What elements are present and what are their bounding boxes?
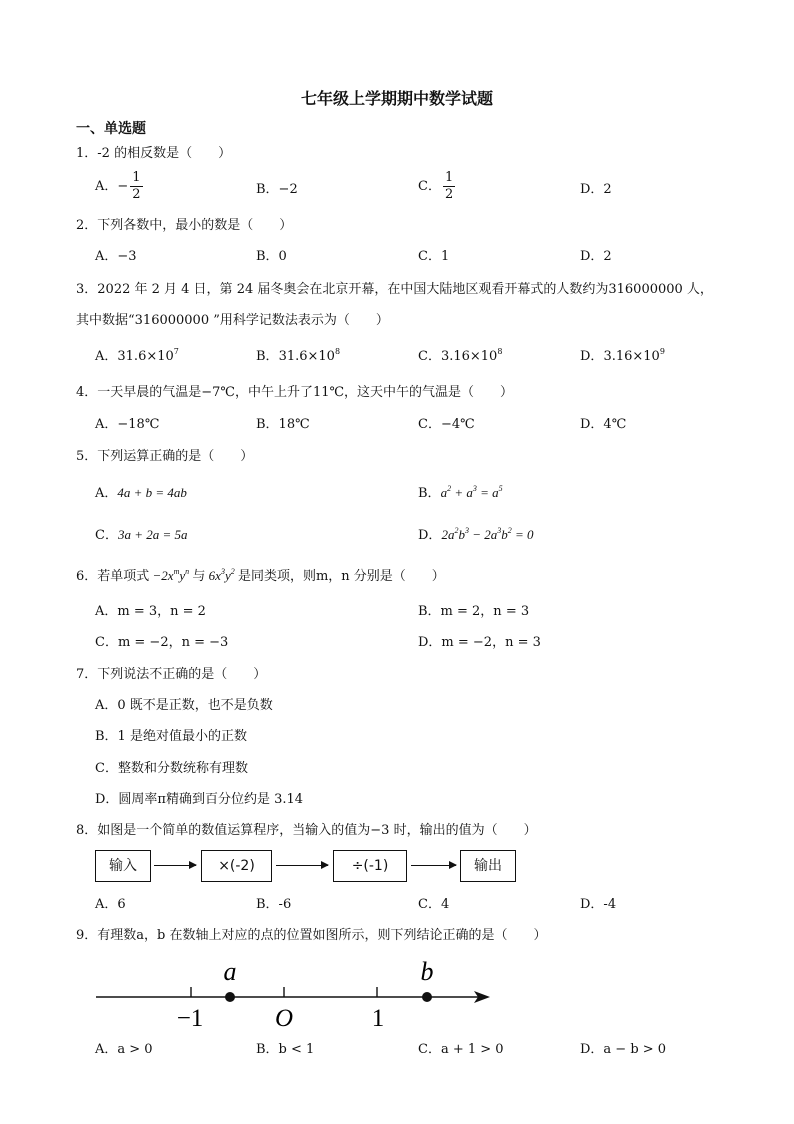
q6-option-b: B．m = 2，n = 3 (418, 604, 530, 619)
q3-option-b: B．$31.6\times 10^8$ (256, 347, 341, 364)
q2-option-a: A．−3 (95, 249, 137, 264)
q6-option-a: A．m = 3，n = 2 (95, 604, 206, 619)
question-3-stem-line2: 其中数据“316000000 ”用科学记数法表示为（ ） (76, 313, 389, 328)
q1-option-a: A．− $\frac{1}{2}$ (95, 170, 141, 202)
question-6-stem: 6．若单项式 $-2x^my^n$ 与 $6x^3y^2$ 是同类项，则m，n 分别是（ ） (76, 567, 445, 584)
question-8-stem: 8．如图是一个简单的数值运算程序，当输入的值为−3 时，输出的值为（ ） (76, 823, 537, 838)
q6-option-c: C．m = −2，n = −3 (95, 635, 229, 650)
number-line-figure (0, 950, 794, 1035)
fraction: $\frac{1}{2}$ (132, 170, 141, 202)
q2-option-d: D．2 (580, 249, 612, 264)
q3-option-a: A．$31.6\times 10^7$ (95, 347, 179, 364)
question-5-stem: 5．下列运算正确的是（ ） (76, 449, 254, 464)
question-9-stem: 9．有理数a，b 在数轴上对应的点的位置如图所示，则下列结论正确的是（ ） (76, 928, 547, 943)
q5-option-c: C．3a + 2a = 5a (95, 527, 188, 543)
question-2-stem: 2．下列各数中，最小的数是（ ） (76, 218, 293, 233)
q3-option-c: C．$3.16\times 10^8$ (418, 347, 503, 364)
monomial-2: $6x^3y^2$ (205, 567, 235, 583)
q9-option-c: C．a + 1 > 0 (418, 1042, 504, 1057)
tick-label-origin: O (274, 1005, 294, 1032)
tick-label-neg1: −1 (176, 1005, 204, 1032)
monomial-1: $-2x^my^n$ (149, 567, 190, 583)
label-b: b (420, 957, 434, 986)
flow-arrow (411, 865, 456, 866)
question-3-stem-line1: 3．2022 年 2 月 4 日，第 24 届冬奥会在北京开幕，在中国大陆地区观看开幕式的人数约为316000000 人， (76, 282, 713, 297)
q8-option-b: B．-6 (256, 897, 292, 912)
q1-option-c: C． $\frac{1}{2}$ (418, 170, 454, 202)
question-1-stem: 1．-2 的相反数是（ ） (76, 146, 232, 161)
q5-option-b: B．$a^2 + a^3 = a^5$ (418, 484, 503, 501)
q5-option-d: D．$2a^2b^3 - 2a^3b^2 = 0$ (418, 526, 534, 543)
label-a: a (223, 957, 237, 986)
point-a (225, 992, 235, 1002)
page-title: 七年级上学期期中数学试题 (300, 89, 493, 108)
q1-option-d: D．2 (580, 182, 612, 197)
q7-option-c: C．整数和分数统称有理数 (95, 761, 248, 776)
q9-option-b: B．b < 1 (256, 1042, 315, 1057)
q8-option-d: D．-4 (580, 897, 617, 912)
section-heading: 一、单选题 (76, 121, 146, 137)
q7-option-b: B．1 是绝对值最小的正数 (95, 729, 247, 744)
question-7-stem: 7．下列说法不正确的是（ ） (76, 667, 267, 682)
q7-option-a: A．0 既不是正数，也不是负数 (95, 698, 273, 713)
q8-option-c: C．4 (418, 897, 450, 912)
flow-arrow (276, 865, 328, 866)
question-4-stem: 4．一天早晨的气温是−7℃，中午上升了11℃，这天中午的气温是（ ） (76, 385, 514, 400)
q1-option-b: B．−2 (256, 182, 298, 197)
q7-option-d: D．圆周率π精确到百分位约是 3.14 (95, 792, 304, 807)
fraction: $\frac{1}{2}$ (444, 170, 454, 202)
flow-box-multiply: ×(-2) (201, 850, 272, 882)
flow-box-input: 输入 (95, 850, 151, 882)
q4-option-b: B．18℃ (256, 417, 310, 432)
point-b (422, 992, 432, 1002)
q6-option-d: D．m = −2，n = 3 (418, 635, 541, 650)
q5-option-a: A．4a + b = 4ab (95, 485, 187, 501)
q4-option-c: C．−4℃ (418, 417, 475, 432)
q4-option-d: D．4℃ (580, 417, 627, 432)
q3-option-d: D．$3.16\times 10^9$ (580, 347, 665, 364)
flow-box-output: 输出 (460, 850, 516, 882)
q8-option-a: A．6 (95, 897, 126, 912)
q9-option-d: D．a − b > 0 (580, 1042, 667, 1057)
flow-arrow (154, 865, 196, 866)
tick-label-1: 1 (371, 1005, 385, 1032)
q4-option-a: A．−18℃ (95, 417, 160, 432)
q2-option-c: C．1 (418, 249, 450, 264)
q2-option-b: B．0 (256, 249, 287, 264)
flow-box-divide: ÷(-1) (333, 850, 407, 882)
q9-option-a: A．a > 0 (95, 1042, 153, 1057)
